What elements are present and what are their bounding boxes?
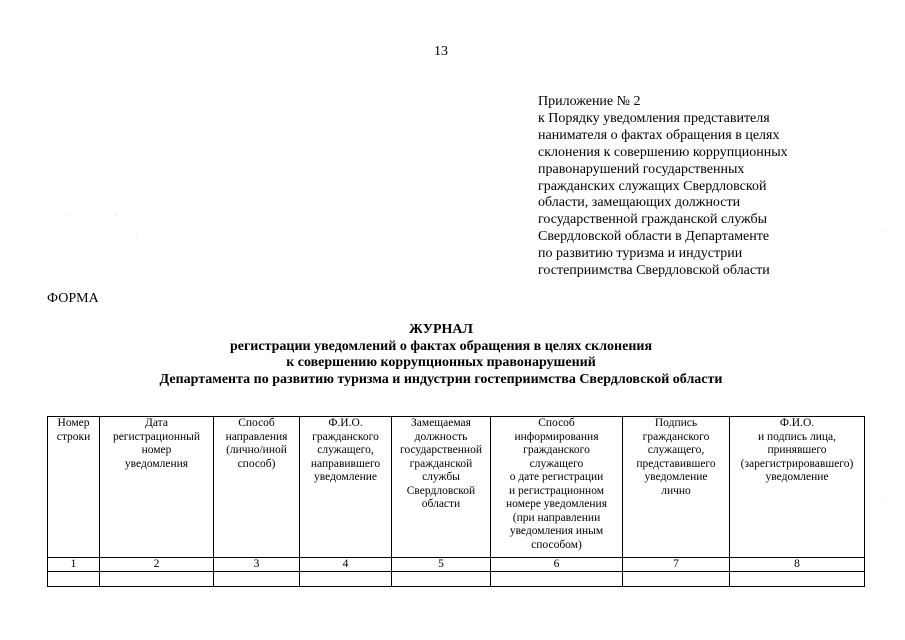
header-line: уведомления иным: [509, 525, 604, 537]
header-line: направившего: [310, 457, 381, 470]
appendix-line: к Порядку уведомления представителя: [538, 110, 770, 126]
header-line: служащего: [529, 457, 584, 470]
form-label: ФОРМА: [47, 291, 99, 306]
header-line: принявшего: [767, 444, 827, 456]
header-line: государственной: [400, 444, 482, 456]
table-header-row: [48, 417, 865, 558]
header-line: гражданского: [312, 430, 379, 443]
empty-cell: [392, 572, 491, 587]
appendix-line: по развитию туризма и индустрии: [538, 246, 743, 262]
header-line: Номер: [57, 417, 90, 429]
header-line: Свердловской: [406, 484, 476, 497]
journal-title: ЖУРНАЛ: [409, 322, 473, 337]
table-row: [48, 572, 865, 587]
column-number-cell: 3: [214, 558, 300, 572]
header-line: Способ: [238, 417, 275, 429]
column-number-cell: 5: [392, 558, 491, 572]
column-number-cell: 8: [730, 558, 865, 572]
scan-speck: [882, 498, 883, 499]
header-line: уведомление: [644, 471, 708, 483]
header-line: (лично/иной: [226, 444, 287, 456]
header-line: уведомление: [765, 471, 829, 483]
header-cell: [48, 417, 100, 558]
header-line: Ф.И.О.: [779, 417, 815, 429]
column-number-cell: 4: [300, 558, 392, 572]
column-number-cell: 6: [491, 558, 623, 572]
header-line: способ): [237, 457, 276, 470]
header-line: должность: [414, 430, 468, 443]
empty-cell: [48, 572, 100, 587]
header-cell: [623, 417, 730, 558]
header-line: способом): [531, 538, 582, 551]
header-line: номере уведомления: [506, 498, 607, 510]
header-line: уведомление: [314, 471, 377, 483]
scan-speck: [116, 214, 117, 215]
appendix-line: нанимателя о фактах обращения в целях: [538, 127, 780, 143]
column-number-cell: 2: [100, 558, 214, 572]
header-cell: [392, 417, 491, 558]
header-line: регистрационный: [112, 430, 201, 443]
header-cell: [100, 417, 214, 558]
header-line: служащего,: [317, 444, 374, 456]
column-number-cell: 7: [623, 558, 730, 572]
header-cell: [730, 417, 865, 558]
appendix-line: области, замещающих должности: [538, 195, 741, 211]
empty-cell: [491, 572, 623, 587]
empty-cell: [214, 572, 300, 587]
header-line: службы: [422, 471, 460, 483]
journal-heading: [0, 322, 882, 388]
header-line: (зарегистрировавшего): [740, 457, 854, 470]
header-line: Замещаемая: [411, 417, 471, 429]
header-cell: [214, 417, 300, 558]
appendix-line: гостеприимства Свердловской области: [538, 263, 770, 279]
column-number-row: [48, 558, 865, 572]
header-line: номер: [141, 444, 172, 456]
appendix-reference: [538, 94, 838, 280]
header-line: лично: [661, 484, 691, 497]
scan-speck: [136, 237, 137, 238]
empty-cell: [300, 572, 392, 587]
journal-table: [47, 416, 865, 587]
scan-speck: [69, 214, 70, 215]
header-line: информирования: [514, 430, 599, 443]
header-line: направления: [225, 430, 288, 443]
header-line: Способ: [538, 417, 575, 429]
appendix-line: правонарушений государственных: [538, 161, 745, 177]
header-cell: [491, 417, 623, 558]
header-line: (при направлении: [512, 511, 601, 524]
appendix-line: государственной гражданской службы: [538, 212, 768, 228]
header-cell: [300, 417, 392, 558]
header-line: строки: [56, 430, 91, 443]
header-line: служащего,: [647, 444, 705, 456]
appendix-line: Свердловской области в Департаменте: [538, 229, 770, 245]
header-line: гражданского: [642, 430, 710, 443]
appendix-line: склонения к совершению коррупционных: [538, 144, 788, 160]
page-number: 13: [434, 44, 448, 59]
appendix-line: гражданских служащих Свердловской: [538, 178, 767, 194]
empty-cell: [730, 572, 865, 587]
empty-cell: [100, 572, 214, 587]
header-line: представившего: [636, 457, 716, 470]
header-line: области: [421, 498, 461, 510]
journal-subtitle-line: регистрации уведомлений о фактах обращения в целях склонения: [229, 338, 653, 354]
header-line: Дата: [145, 417, 168, 429]
column-number-cell: 1: [48, 558, 100, 572]
journal-subtitle-line: Департамента по развитию туризма и индустрии гостеприимства Свердловской области: [159, 371, 723, 387]
header-line: о дате регистрации: [509, 471, 604, 483]
scan-speck: [882, 230, 883, 231]
header-line: Подпись: [654, 417, 698, 429]
empty-cell: [623, 572, 730, 587]
header-line: гражданской: [409, 457, 473, 470]
appendix-line: Приложение № 2: [538, 94, 641, 109]
header-line: и регистрационном: [508, 484, 605, 497]
header-line: и подпись лица,: [757, 430, 836, 443]
journal-subtitle-line: к совершению коррупционных правонарушений: [286, 355, 596, 370]
header-line: гражданского: [523, 444, 590, 456]
header-line: Ф.И.О.: [328, 417, 363, 429]
header-line: уведомления: [124, 457, 189, 470]
